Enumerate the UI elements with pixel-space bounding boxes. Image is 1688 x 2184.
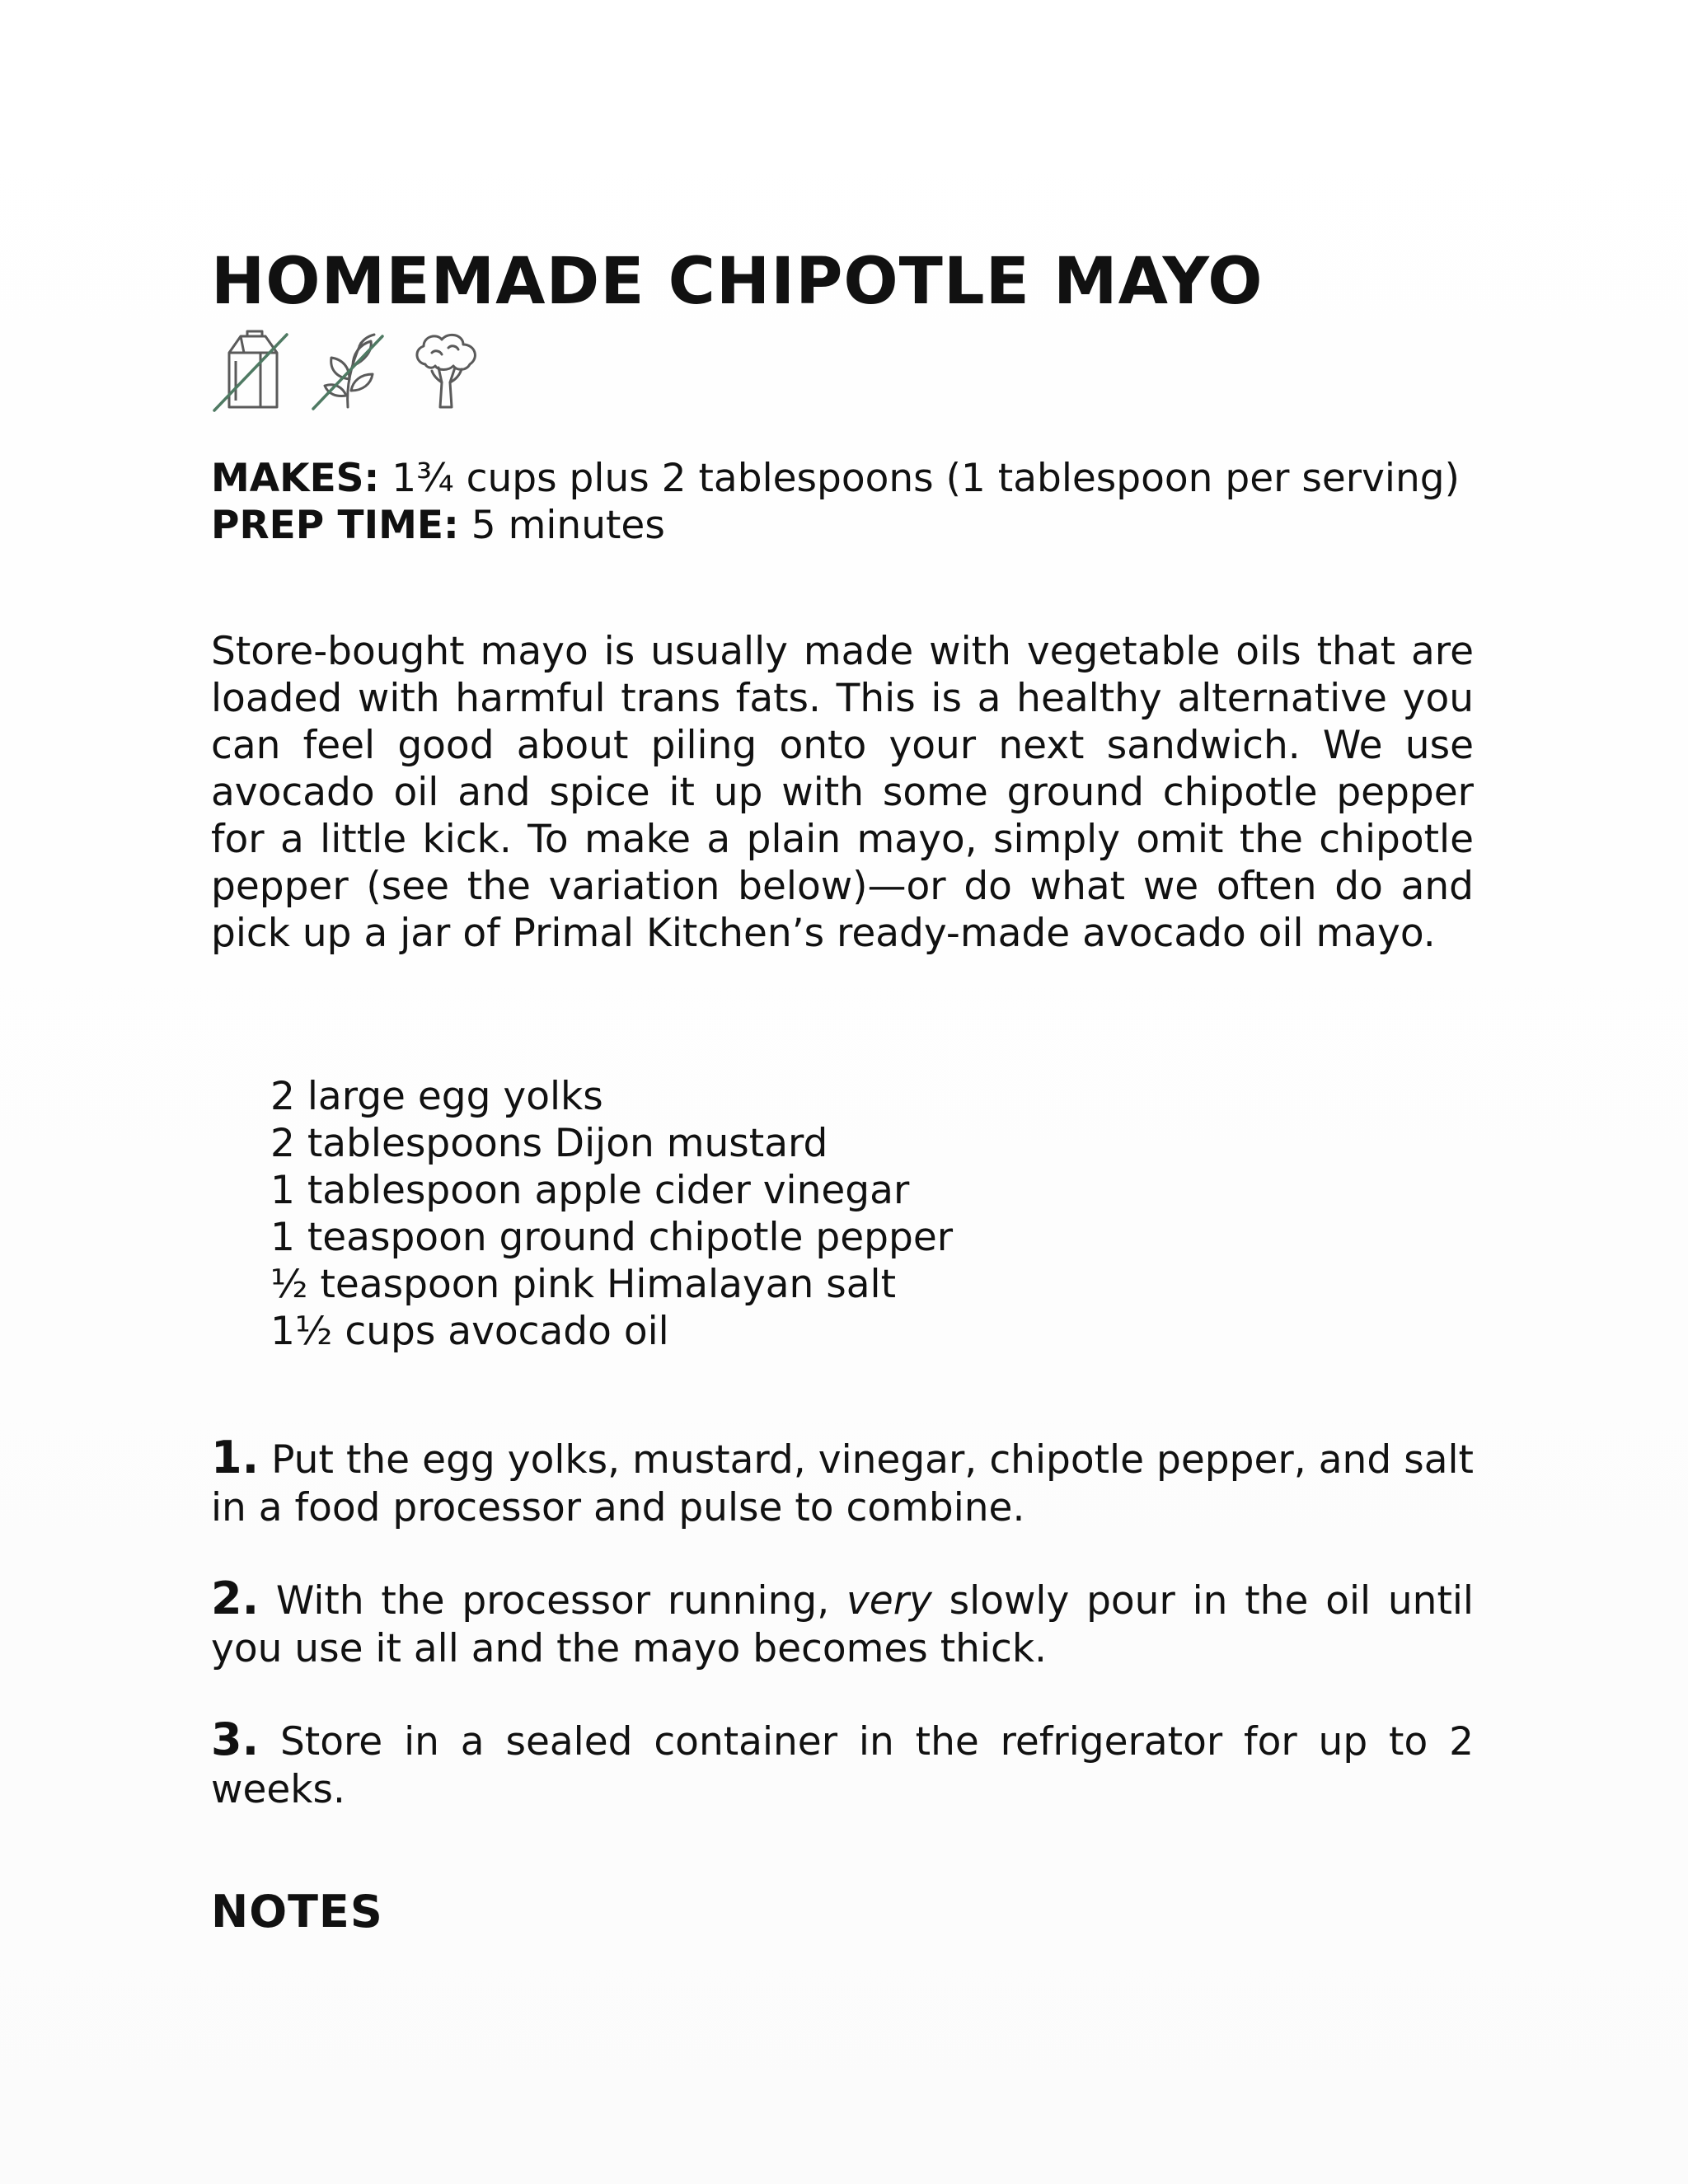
recipe-intro: Store-bought mayo is usually made with vegetable oils that are loaded with harmful trans fats. This is a healthy alternative you can feel good about piling onto your next sandwich. We use avocado oil and spice it up with some ground chipotle pepper for a little kick. To make a plain mayo, simply omit the chipotle pepper (see the variation below)—or do what we often do and pick up a jar of Primal Kitchen’s ready-made avocado oil mayo. xyxy=(211,629,1474,956)
vegetable-icon xyxy=(406,328,485,414)
step-number: 1. xyxy=(211,1432,260,1483)
makes-label: MAKES: xyxy=(211,456,380,501)
step-text: With the processor running, xyxy=(259,1578,846,1624)
makes-row xyxy=(211,455,1474,502)
ingredient-list xyxy=(270,1073,953,1355)
ingredient-item: ½ teaspoon pink Himalayan salt xyxy=(270,1262,896,1307)
step-number: 2. xyxy=(211,1572,260,1624)
step-text: Store in a sealed container in the refrigerator for up to 2 weeks. xyxy=(211,1719,1474,1812)
instruction-step xyxy=(211,1434,1474,1532)
no-nuts-icon xyxy=(308,328,387,414)
instruction-list xyxy=(211,1434,1474,1857)
prep-time-row xyxy=(211,502,1474,549)
ingredient-item: 2 tablespoons Dijon mustard xyxy=(270,1121,828,1166)
step-emphasis: very xyxy=(846,1578,932,1624)
notes-heading: NOTES xyxy=(211,1886,383,1938)
step-text: Put the egg yolks, mustard, vinegar, chipotle pepper, and salt in a food processor and pulse to combine. xyxy=(211,1437,1474,1530)
recipe-meta xyxy=(211,455,1474,549)
instruction-step xyxy=(211,1572,1474,1673)
makes-value: 1¾ cups plus 2 tablespoons (1 tablespoon per serving) xyxy=(379,456,1460,501)
no-dairy-icon xyxy=(211,328,290,414)
prep-time-value: 5 minutes xyxy=(458,503,665,548)
instruction-step xyxy=(211,1713,1474,1814)
ingredient-item: 2 large egg yolks xyxy=(270,1074,603,1119)
recipe-title: HOMEMADE CHIPOTLE MAYO xyxy=(211,245,1264,319)
ingredient-item: 1 tablespoon apple cider vinegar xyxy=(270,1168,910,1213)
step-text: slowly pour in the oil until you use it all and the mayo becomes thick. xyxy=(211,1578,1474,1671)
ingredient-item: 1 teaspoon ground chipotle pepper xyxy=(270,1215,954,1260)
prep-time-label: PREP TIME: xyxy=(211,503,459,548)
step-number: 3. xyxy=(211,1713,260,1765)
diet-icons xyxy=(211,328,485,414)
ingredient-item: 1½ cups avocado oil xyxy=(270,1309,669,1354)
